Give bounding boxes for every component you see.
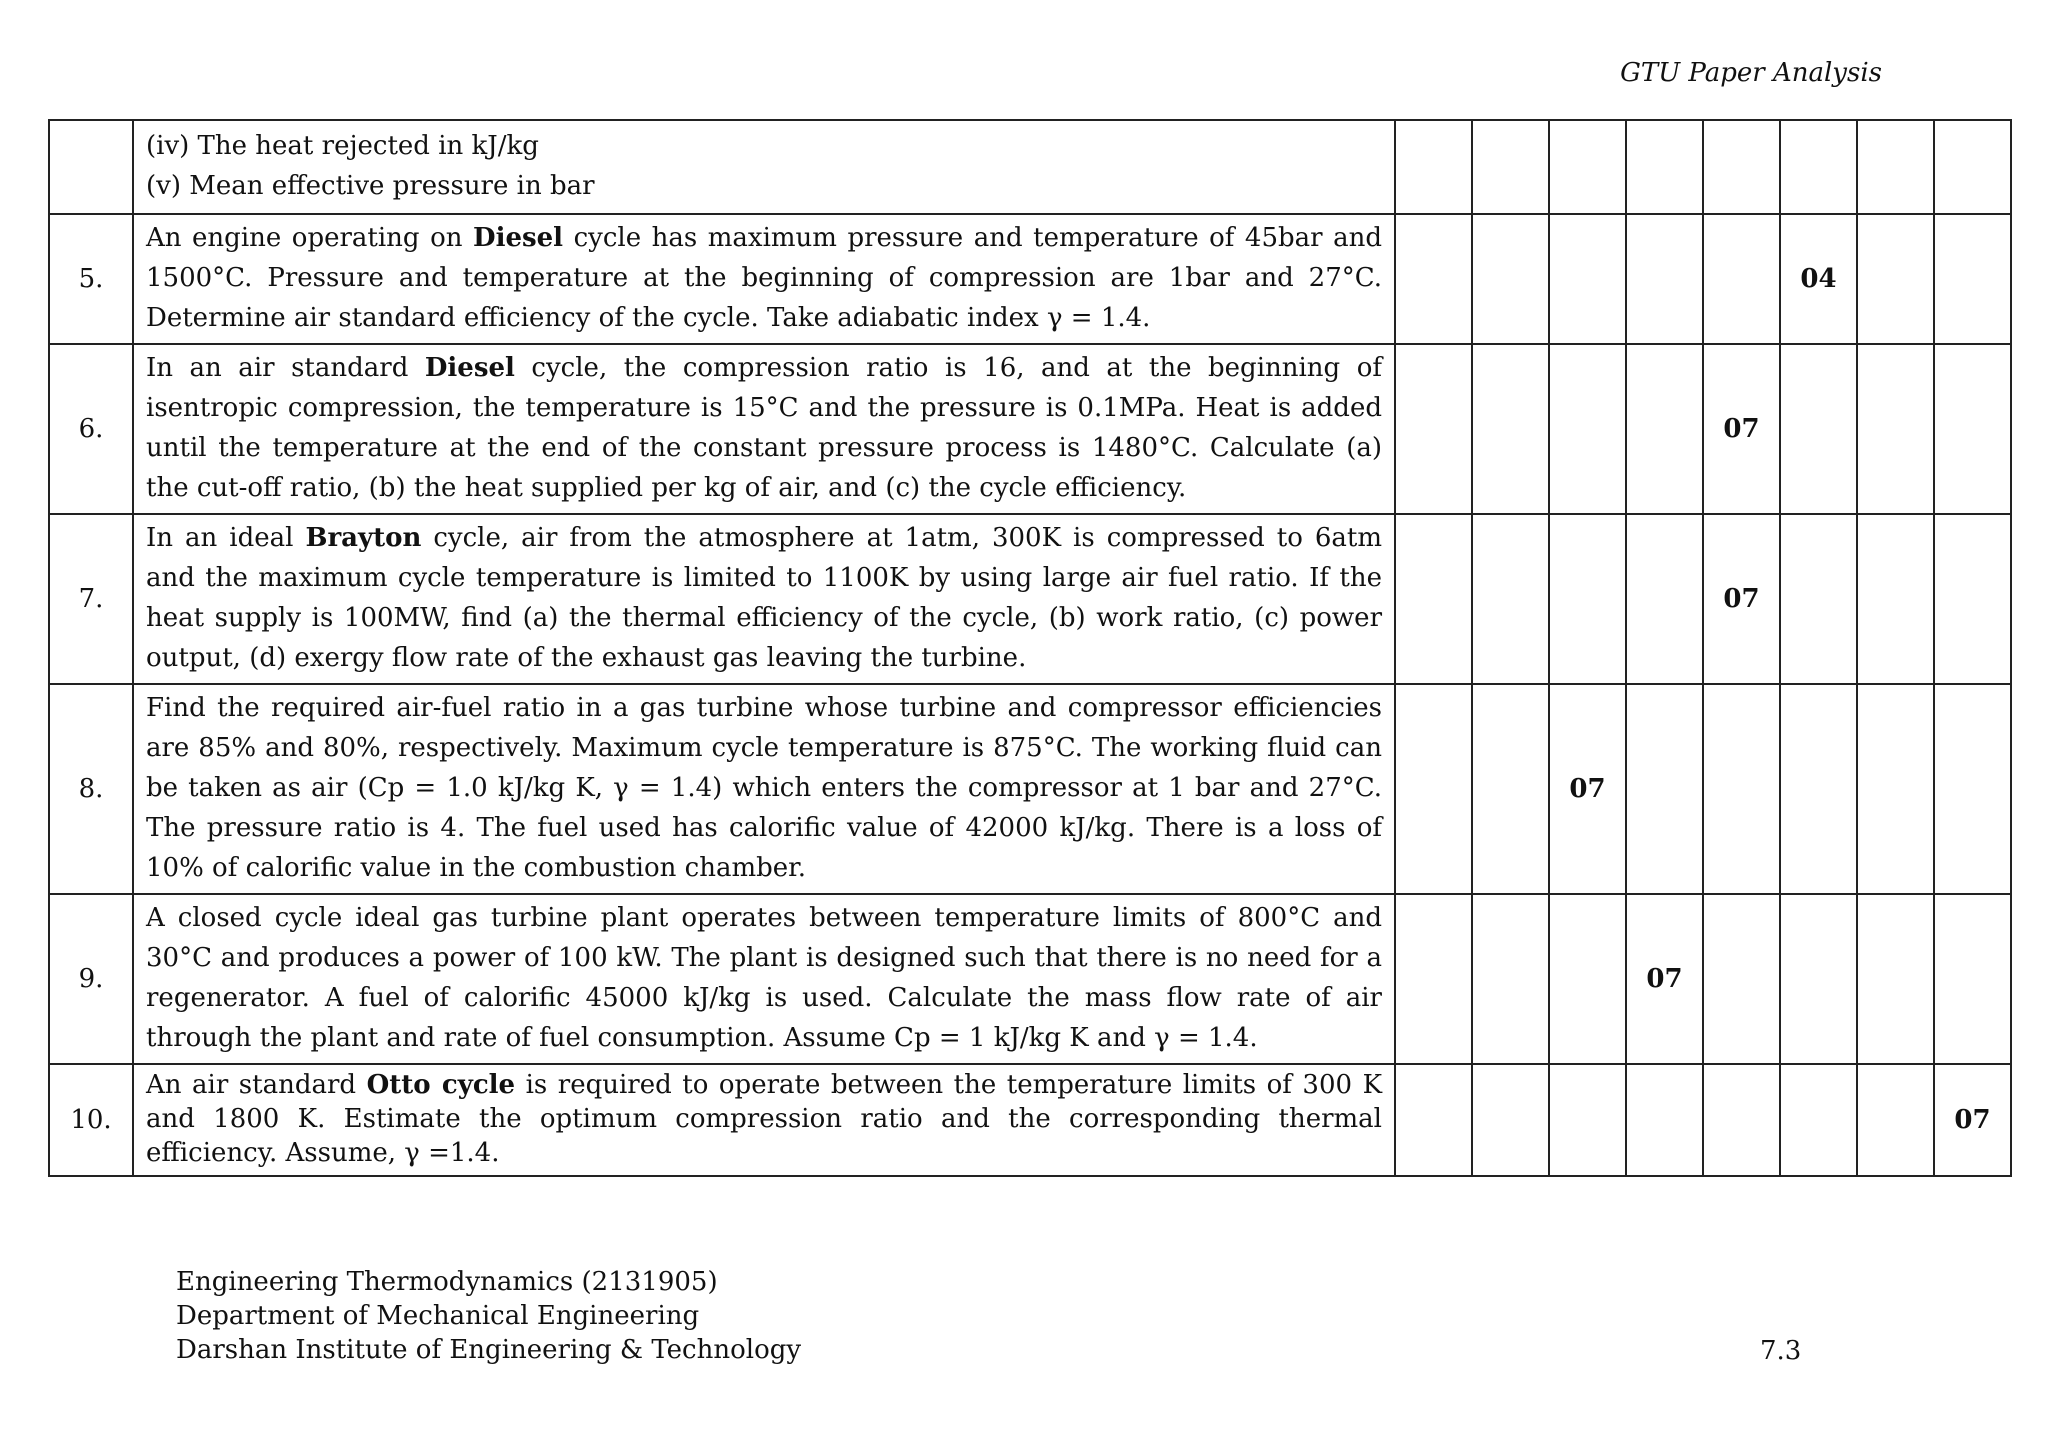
question-table-body <box>49 120 2011 1176</box>
marks-cell <box>1703 1064 1780 1176</box>
marks-cell <box>1549 120 1626 214</box>
marks-cell: 07 <box>1934 1064 2011 1176</box>
marks-cell: 07 <box>1703 514 1780 684</box>
question-number: 5. <box>49 214 133 344</box>
question-table <box>48 119 2012 1177</box>
marks-cell <box>1395 120 1472 214</box>
footer-department: Department of Mechanical Engineering <box>176 1301 700 1331</box>
marks-cell <box>1780 344 1857 514</box>
marks-cell <box>1857 514 1934 684</box>
marks-cell <box>1472 684 1549 894</box>
question-text-segment: An air standard <box>146 1070 367 1100</box>
marks-cell <box>1703 684 1780 894</box>
marks-cell <box>1626 514 1703 684</box>
marks-cell <box>1934 120 2011 214</box>
marks-cell <box>1857 684 1934 894</box>
marks-cell <box>1780 120 1857 214</box>
marks-cell <box>1934 214 2011 344</box>
question-row <box>49 514 2011 684</box>
question-text-segment: In an ideal <box>146 523 306 553</box>
marks-cell <box>1857 120 1934 214</box>
marks-cell <box>1395 514 1472 684</box>
question-number <box>49 120 133 214</box>
marks-cell <box>1626 120 1703 214</box>
question-text-segment: cycle, air from the atmosphere at 1atm, 300K is compressed to 6atm and the maximum cycle temperature is limited to 1100K by using large air fuel ratio. If the heat supply is 100MW, find (a) the thermal efficiency of the cycle, (b) work ratio, (c) power output, (d) exergy flow rate of the exhaust gas leaving the turbine. <box>146 523 1383 673</box>
question-text <box>133 514 1395 684</box>
question-row <box>49 1064 2011 1176</box>
marks-cell <box>1472 514 1549 684</box>
marks-cell <box>1549 514 1626 684</box>
question-number: 6. <box>49 344 133 514</box>
question-keyword: Brayton <box>305 523 422 553</box>
marks-cell <box>1549 214 1626 344</box>
question-row <box>49 684 2011 894</box>
marks-cell <box>1780 1064 1857 1176</box>
footer-course: Engineering Thermodynamics (2131905) <box>176 1267 718 1297</box>
marks-cell <box>1395 344 1472 514</box>
question-row <box>49 344 2011 514</box>
marks-cell <box>1549 344 1626 514</box>
marks-cell <box>1626 214 1703 344</box>
question-text <box>133 120 1395 214</box>
marks-cell <box>1395 214 1472 344</box>
question-keyword: Diesel <box>473 223 564 253</box>
question-text-segment: Find the required air-fuel ratio in a gas turbine whose turbine and compressor efficiencies are 85% and 80%, respectively. Maximum cycle temperature is 875°C. The working fluid can be taken as air (Cp = 1.0 kJ/kg K, γ = 1.4) which enters the compressor at 1 bar and 27°C. The pressure ratio is 4. The fuel used has calorific value of 42000 kJ/kg. There is a loss of 10% of calorific value in the combustion chamber. <box>146 693 1382 883</box>
question-number: 10. <box>49 1064 133 1176</box>
marks-cell <box>1472 344 1549 514</box>
marks-cell: 04 <box>1780 214 1857 344</box>
question-keyword: Diesel <box>424 353 515 383</box>
marks-cell <box>1395 684 1472 894</box>
marks-cell <box>1395 894 1472 1064</box>
marks-cell <box>1857 344 1934 514</box>
question-text-line: (iv) The heat rejected in kJ/kg <box>146 131 539 161</box>
marks-cell <box>1703 120 1780 214</box>
marks-cell: 07 <box>1626 894 1703 1064</box>
question-text <box>133 684 1395 894</box>
marks-cell <box>1472 894 1549 1064</box>
question-text-segment: In an air standard <box>146 353 425 383</box>
marks-cell <box>1934 344 2011 514</box>
marks-cell <box>1703 894 1780 1064</box>
question-number: 9. <box>49 894 133 1064</box>
marks-cell <box>1549 1064 1626 1176</box>
question-text-segment: cycle, the compression ratio is 16, and at the beginning of isentropic compression, the temperature is 15°C and the pressure is 0.1MPa. Heat is added until the temperature at the end of the constant pressure process is 1480°C. Calculate (a) the cut-off ratio, (b) the heat supplied per kg of air, and (c) the cycle efficiency. <box>146 353 1383 503</box>
marks-cell <box>1703 214 1780 344</box>
marks-cell <box>1472 120 1549 214</box>
question-text-segment: An engine operating on <box>146 223 474 253</box>
page-header-title: GTU Paper Analysis <box>1620 58 1882 88</box>
question-number: 8. <box>49 684 133 894</box>
marks-cell <box>1472 214 1549 344</box>
marks-cell <box>1626 1064 1703 1176</box>
marks-cell <box>1626 344 1703 514</box>
footer <box>176 1265 801 1367</box>
question-text <box>133 1064 1395 1176</box>
question-keyword: Otto cycle <box>366 1070 516 1100</box>
marks-cell <box>1549 894 1626 1064</box>
marks-cell <box>1395 1064 1472 1176</box>
marks-cell: 07 <box>1549 684 1626 894</box>
marks-cell <box>1857 214 1934 344</box>
marks-cell <box>1934 894 2011 1064</box>
marks-cell <box>1934 514 2011 684</box>
question-number: 7. <box>49 514 133 684</box>
marks-cell: 07 <box>1703 344 1780 514</box>
question-text-line: (v) Mean effective pressure in bar <box>146 171 595 201</box>
question-row <box>49 894 2011 1064</box>
marks-cell <box>1472 1064 1549 1176</box>
marks-cell <box>1857 1064 1934 1176</box>
marks-cell <box>1780 514 1857 684</box>
footer-institute: Darshan Institute of Engineering & Technology <box>176 1335 802 1365</box>
marks-cell <box>1934 684 2011 894</box>
question-row <box>49 120 2011 214</box>
question-text-segment: A closed cycle ideal gas turbine plant operates between temperature limits of 800°C and 30°C and produces a power of 100 kW. The plant is designed such that there is no need for a regenerator. A fuel of calorific 45000 kJ/kg is used. Calculate the mass flow rate of air through the plant and rate of fuel consumption. Assume Cp = 1 kJ/kg K and γ = 1.4. <box>146 903 1382 1053</box>
question-text <box>133 894 1395 1064</box>
question-text <box>133 344 1395 514</box>
question-text <box>133 214 1395 344</box>
page-number: 7.3 <box>1760 1336 1802 1366</box>
marks-cell <box>1780 894 1857 1064</box>
marks-cell <box>1626 684 1703 894</box>
marks-cell <box>1780 684 1857 894</box>
question-text-segment: cycle has maximum pressure and temperature of 45bar and 1500°C. Pressure and temperature at the beginning of compression are 1bar and 27°C. Determine air standard efficiency of the cycle. Take adiabatic index γ = 1.4. <box>146 223 1382 333</box>
question-row <box>49 214 2011 344</box>
marks-cell <box>1857 894 1934 1064</box>
question-text-segment: is required to operate between the temperature limits of 300 K and 1800 K. Estimate the optimum compression ratio and the corresponding thermal efficiency. Assume, γ =1.4. <box>146 1070 1382 1168</box>
